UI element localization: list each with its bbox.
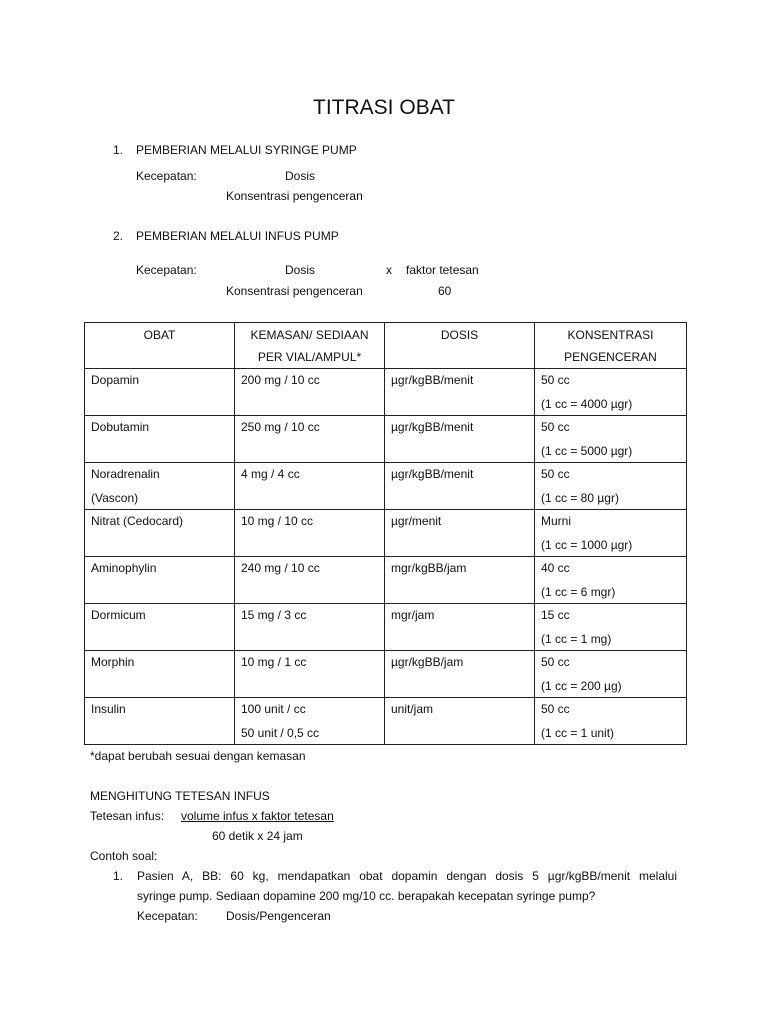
section1-heading: PEMBERIAN MELALUI SYRINGE PUMP	[136, 143, 357, 157]
section1-numerator: Dosis	[285, 169, 316, 183]
header-kemasan-line2: PER VIAL/AMPUL*	[257, 350, 362, 364]
header-obat	[85, 323, 235, 369]
cell-konsentrasi-text2: (1 cc = 1 mg)	[541, 632, 612, 646]
cell-obat-text: Dobutamin	[91, 420, 150, 434]
cell-konsentrasi	[535, 557, 687, 604]
header-dosis-label: DOSIS	[440, 328, 479, 342]
cell-kemasan	[235, 416, 385, 463]
cell-obat-text: Dopamin	[91, 373, 140, 387]
cell-dosis-text: unit/jam	[391, 702, 434, 716]
section2-number: 2.	[113, 229, 124, 243]
cell-obat-text2: (Vascon)	[91, 491, 139, 505]
section2-times: x	[386, 263, 392, 277]
section1-denominator: Konsentrasi pengenceran	[226, 189, 363, 203]
cell-kemasan-text: 250 mg / 10 cc	[241, 420, 320, 434]
cell-konsentrasi-text2: (1 cc = 5000 µgr)	[541, 444, 633, 458]
cell-obat-text: Morphin	[91, 655, 135, 669]
cell-konsentrasi-text: 50 cc	[541, 467, 570, 481]
table-footnote: *dapat berubah sesuai dengan kemasan	[90, 749, 306, 763]
cell-dosis	[385, 416, 535, 463]
tetesan-numerator: volume infus x faktor tetesan	[181, 809, 334, 823]
cell-dosis	[385, 698, 535, 745]
section2-factor-denominator: 60	[438, 284, 452, 298]
contoh-number: 1.	[113, 869, 124, 883]
cell-kemasan-text: 240 mg / 10 cc	[241, 561, 320, 575]
contoh-formula: Dosis/Pengenceran	[226, 909, 331, 923]
cell-obat-text: Insulin	[91, 702, 126, 716]
cell-dosis-text: mgr/kgBB/jam	[391, 561, 467, 575]
cell-konsentrasi-text: 15 cc	[541, 608, 570, 622]
cell-kemasan-text: 4 mg / 4 cc	[241, 467, 300, 481]
cell-konsentrasi-text2: (1 cc = 4000 µgr)	[541, 397, 633, 411]
cell-konsentrasi	[535, 416, 687, 463]
cell-dosis	[385, 651, 535, 698]
page-title: TITRASI OBAT	[313, 96, 455, 119]
cell-konsentrasi-text: Murni	[541, 514, 572, 528]
section2-speed-label: Kecepatan:	[136, 263, 197, 277]
header-konsentrasi-line2: PENGENCERAN	[564, 350, 657, 364]
cell-dosis-text: µgr/kgBB/menit	[391, 420, 474, 434]
table-row	[85, 557, 687, 604]
cell-kemasan-text: 100 unit / cc	[241, 702, 306, 716]
cell-kemasan	[235, 557, 385, 604]
header-konsentrasi-line1: KONSENTRASI	[567, 328, 654, 342]
cell-obat-text: Nitrat (Cedocard)	[91, 514, 184, 528]
cell-kemasan-text: 10 mg / 1 cc	[241, 655, 307, 669]
tetesan-label: Tetesan infus:	[90, 809, 165, 823]
table-row	[85, 651, 687, 698]
cell-dosis-text: mgr/jam	[391, 608, 435, 622]
cell-dosis	[385, 604, 535, 651]
tetesan-denominator: 60 detik x 24 jam	[212, 829, 303, 843]
table-header-row	[85, 323, 687, 369]
cell-obat	[85, 463, 235, 510]
cell-konsentrasi-text2: (1 cc = 200 µg)	[541, 679, 622, 693]
section2-factor: faktor tetesan	[406, 263, 479, 277]
cell-konsentrasi-text2: (1 cc = 1000 µgr)	[541, 538, 633, 552]
header-kemasan	[235, 323, 385, 369]
cell-konsentrasi	[535, 698, 687, 745]
table-row	[85, 510, 687, 557]
cell-obat-text: Noradrenalin	[91, 467, 160, 481]
header-kemasan-line1: KEMASAN/ SEDIAAN	[250, 328, 369, 342]
cell-kemasan	[235, 698, 385, 745]
cell-kemasan-text: 15 mg / 3 cc	[241, 608, 307, 622]
cell-kemasan-text2: 50 unit / 0,5 cc	[241, 726, 320, 740]
cell-kemasan	[235, 369, 385, 416]
cell-dosis	[385, 463, 535, 510]
cell-obat	[85, 416, 235, 463]
cell-kemasan	[235, 463, 385, 510]
header-obat-label: OBAT	[143, 328, 176, 342]
cell-konsentrasi-text: 50 cc	[541, 420, 570, 434]
cell-obat	[85, 369, 235, 416]
contoh-question-line1: Pasien A, BB: 60 kg, mendapatkan obat dopamin dengan dosis 5 µgr/kgBB/menit melalui	[137, 869, 677, 883]
cell-konsentrasi	[535, 369, 687, 416]
drug-table	[84, 322, 687, 745]
cell-kemasan	[235, 604, 385, 651]
contoh-speed-label: Kecepatan:	[137, 909, 198, 923]
table-row	[85, 463, 687, 510]
cell-konsentrasi	[535, 604, 687, 651]
section1-speed-label: Kecepatan:	[136, 169, 197, 183]
cell-konsentrasi	[535, 463, 687, 510]
cell-obat	[85, 604, 235, 651]
cell-dosis-text: µgr/menit	[391, 514, 442, 528]
cell-konsentrasi-text2: (1 cc = 80 µgr)	[541, 491, 619, 505]
cell-obat-text: Aminophylin	[91, 561, 157, 575]
cell-kemasan-text: 200 mg / 10 cc	[241, 373, 320, 387]
cell-obat	[85, 698, 235, 745]
cell-kemasan	[235, 651, 385, 698]
cell-kemasan-text: 10 mg / 10 cc	[241, 514, 314, 528]
cell-obat-text: Dormicum	[91, 608, 146, 622]
section2-denominator: Konsentrasi pengenceran	[226, 284, 363, 298]
cell-konsentrasi-text2: (1 cc = 6 mgr)	[541, 585, 616, 599]
contoh-heading: Contoh soal:	[90, 849, 158, 863]
header-dosis	[385, 323, 535, 369]
cell-obat	[85, 651, 235, 698]
table-row	[85, 604, 687, 651]
section2-heading: PEMBERIAN MELALUI INFUS PUMP	[136, 229, 339, 243]
cell-dosis	[385, 369, 535, 416]
section2-numerator: Dosis	[285, 263, 316, 277]
table-row	[85, 698, 687, 745]
cell-konsentrasi-text2: (1 cc = 1 unit)	[541, 726, 615, 740]
cell-dosis-text: µgr/kgBB/menit	[391, 467, 474, 481]
header-konsentrasi	[535, 323, 687, 369]
tetesan-heading: MENGHITUNG TETESAN INFUS	[90, 789, 270, 803]
cell-dosis-text: µgr/kgBB/jam	[391, 655, 464, 669]
cell-konsentrasi	[535, 510, 687, 557]
cell-obat	[85, 510, 235, 557]
section1-number: 1.	[113, 143, 124, 157]
cell-dosis	[385, 557, 535, 604]
contoh-question-line2: syringe pump. Sediaan dopamine 200 mg/10 cc. berapakah kecepatan syringe pump?	[137, 889, 596, 903]
cell-konsentrasi-text: 40 cc	[541, 561, 570, 575]
cell-dosis-text: µgr/kgBB/menit	[391, 373, 474, 387]
cell-obat	[85, 557, 235, 604]
cell-konsentrasi-text: 50 cc	[541, 655, 570, 669]
cell-dosis	[385, 510, 535, 557]
table-row	[85, 369, 687, 416]
cell-kemasan	[235, 510, 385, 557]
cell-konsentrasi-text: 50 cc	[541, 373, 570, 387]
cell-konsentrasi-text: 50 cc	[541, 702, 570, 716]
cell-konsentrasi	[535, 651, 687, 698]
table-row	[85, 416, 687, 463]
